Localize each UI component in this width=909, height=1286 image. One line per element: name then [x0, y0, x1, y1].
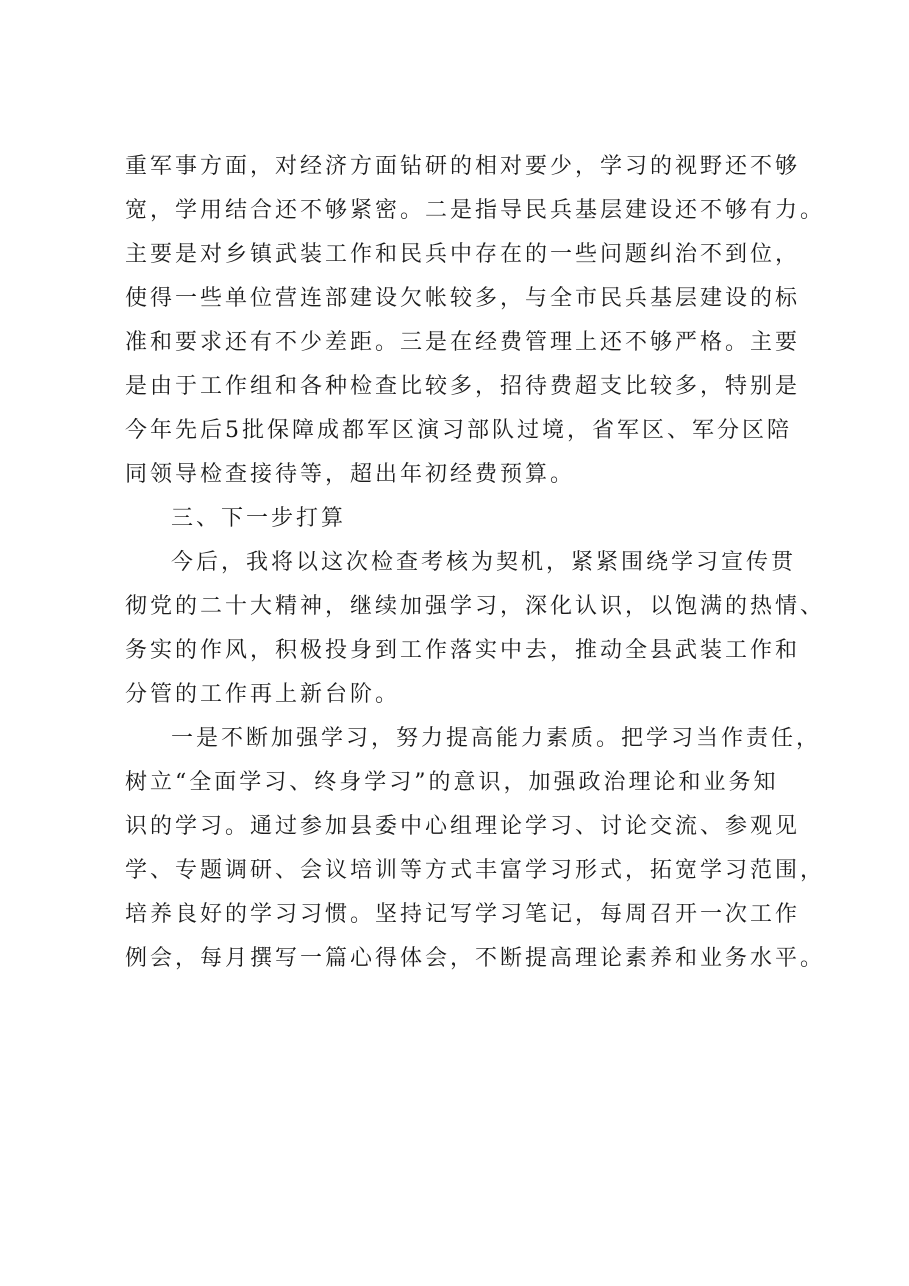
body-line: 彻党的二十大精神，继续加强学习，深化认识，以饱满的热情、	[125, 594, 826, 619]
body-line: 例会，每月撰写一篇心得体会，不断提高理论素养和业务水平。	[125, 946, 826, 971]
body-line: 使得一些单位营连部建设欠帐较多，与全市民兵基层建设的标	[125, 286, 801, 311]
section-heading: 三、下一步打算	[171, 506, 347, 531]
body-line: 一是不断加强学习，努力提高能力素质。把学习当作责任，	[171, 726, 822, 751]
body-line: 分管的工作再上新台阶。	[125, 682, 401, 707]
body-line: 同领导检查接待等，超出年初经费预算。	[125, 462, 576, 487]
body-line: 识的学习。通过参加县委中心组理论学习、讨论交流、参观见	[125, 814, 801, 839]
body-line: 宽，学用结合还不够紧密。二是指导民兵基层建设还不够有力。	[125, 198, 826, 223]
body-line: 主要是对乡镇武装工作和民兵中存在的一些问题纠治不到位，	[125, 242, 801, 267]
body-line: 学、专题调研、会议培训等方式丰富学习形式，拓宽学习范围，	[125, 858, 826, 883]
body-line: 树立“全面学习、终身学习”的意识，加强政治理论和业务知	[125, 770, 779, 795]
body-line: 今年先后5批保障成都军区演习部队过境，省军区、军分区陪	[125, 418, 792, 443]
body-line: 准和要求还有不少差距。三是在经费管理上还不够严格。主要	[125, 330, 801, 355]
body-line: 今后，我将以这次检查考核为契机，紧紧围绕学习宣传贯	[171, 550, 797, 575]
body-line: 务实的作风，积极投身到工作落实中去，推动全县武装工作和	[125, 638, 801, 663]
document-body	[125, 145, 825, 981]
body-line: 培养良好的学习习惯。坚持记写学习笔记，每周召开一次工作	[125, 902, 801, 927]
body-line: 重军事方面，对经济方面钻研的相对要少，学习的视野还不够	[125, 154, 801, 179]
body-line: 是由于工作组和各种检查比较多，招待费超支比较多，特别是	[125, 374, 801, 399]
